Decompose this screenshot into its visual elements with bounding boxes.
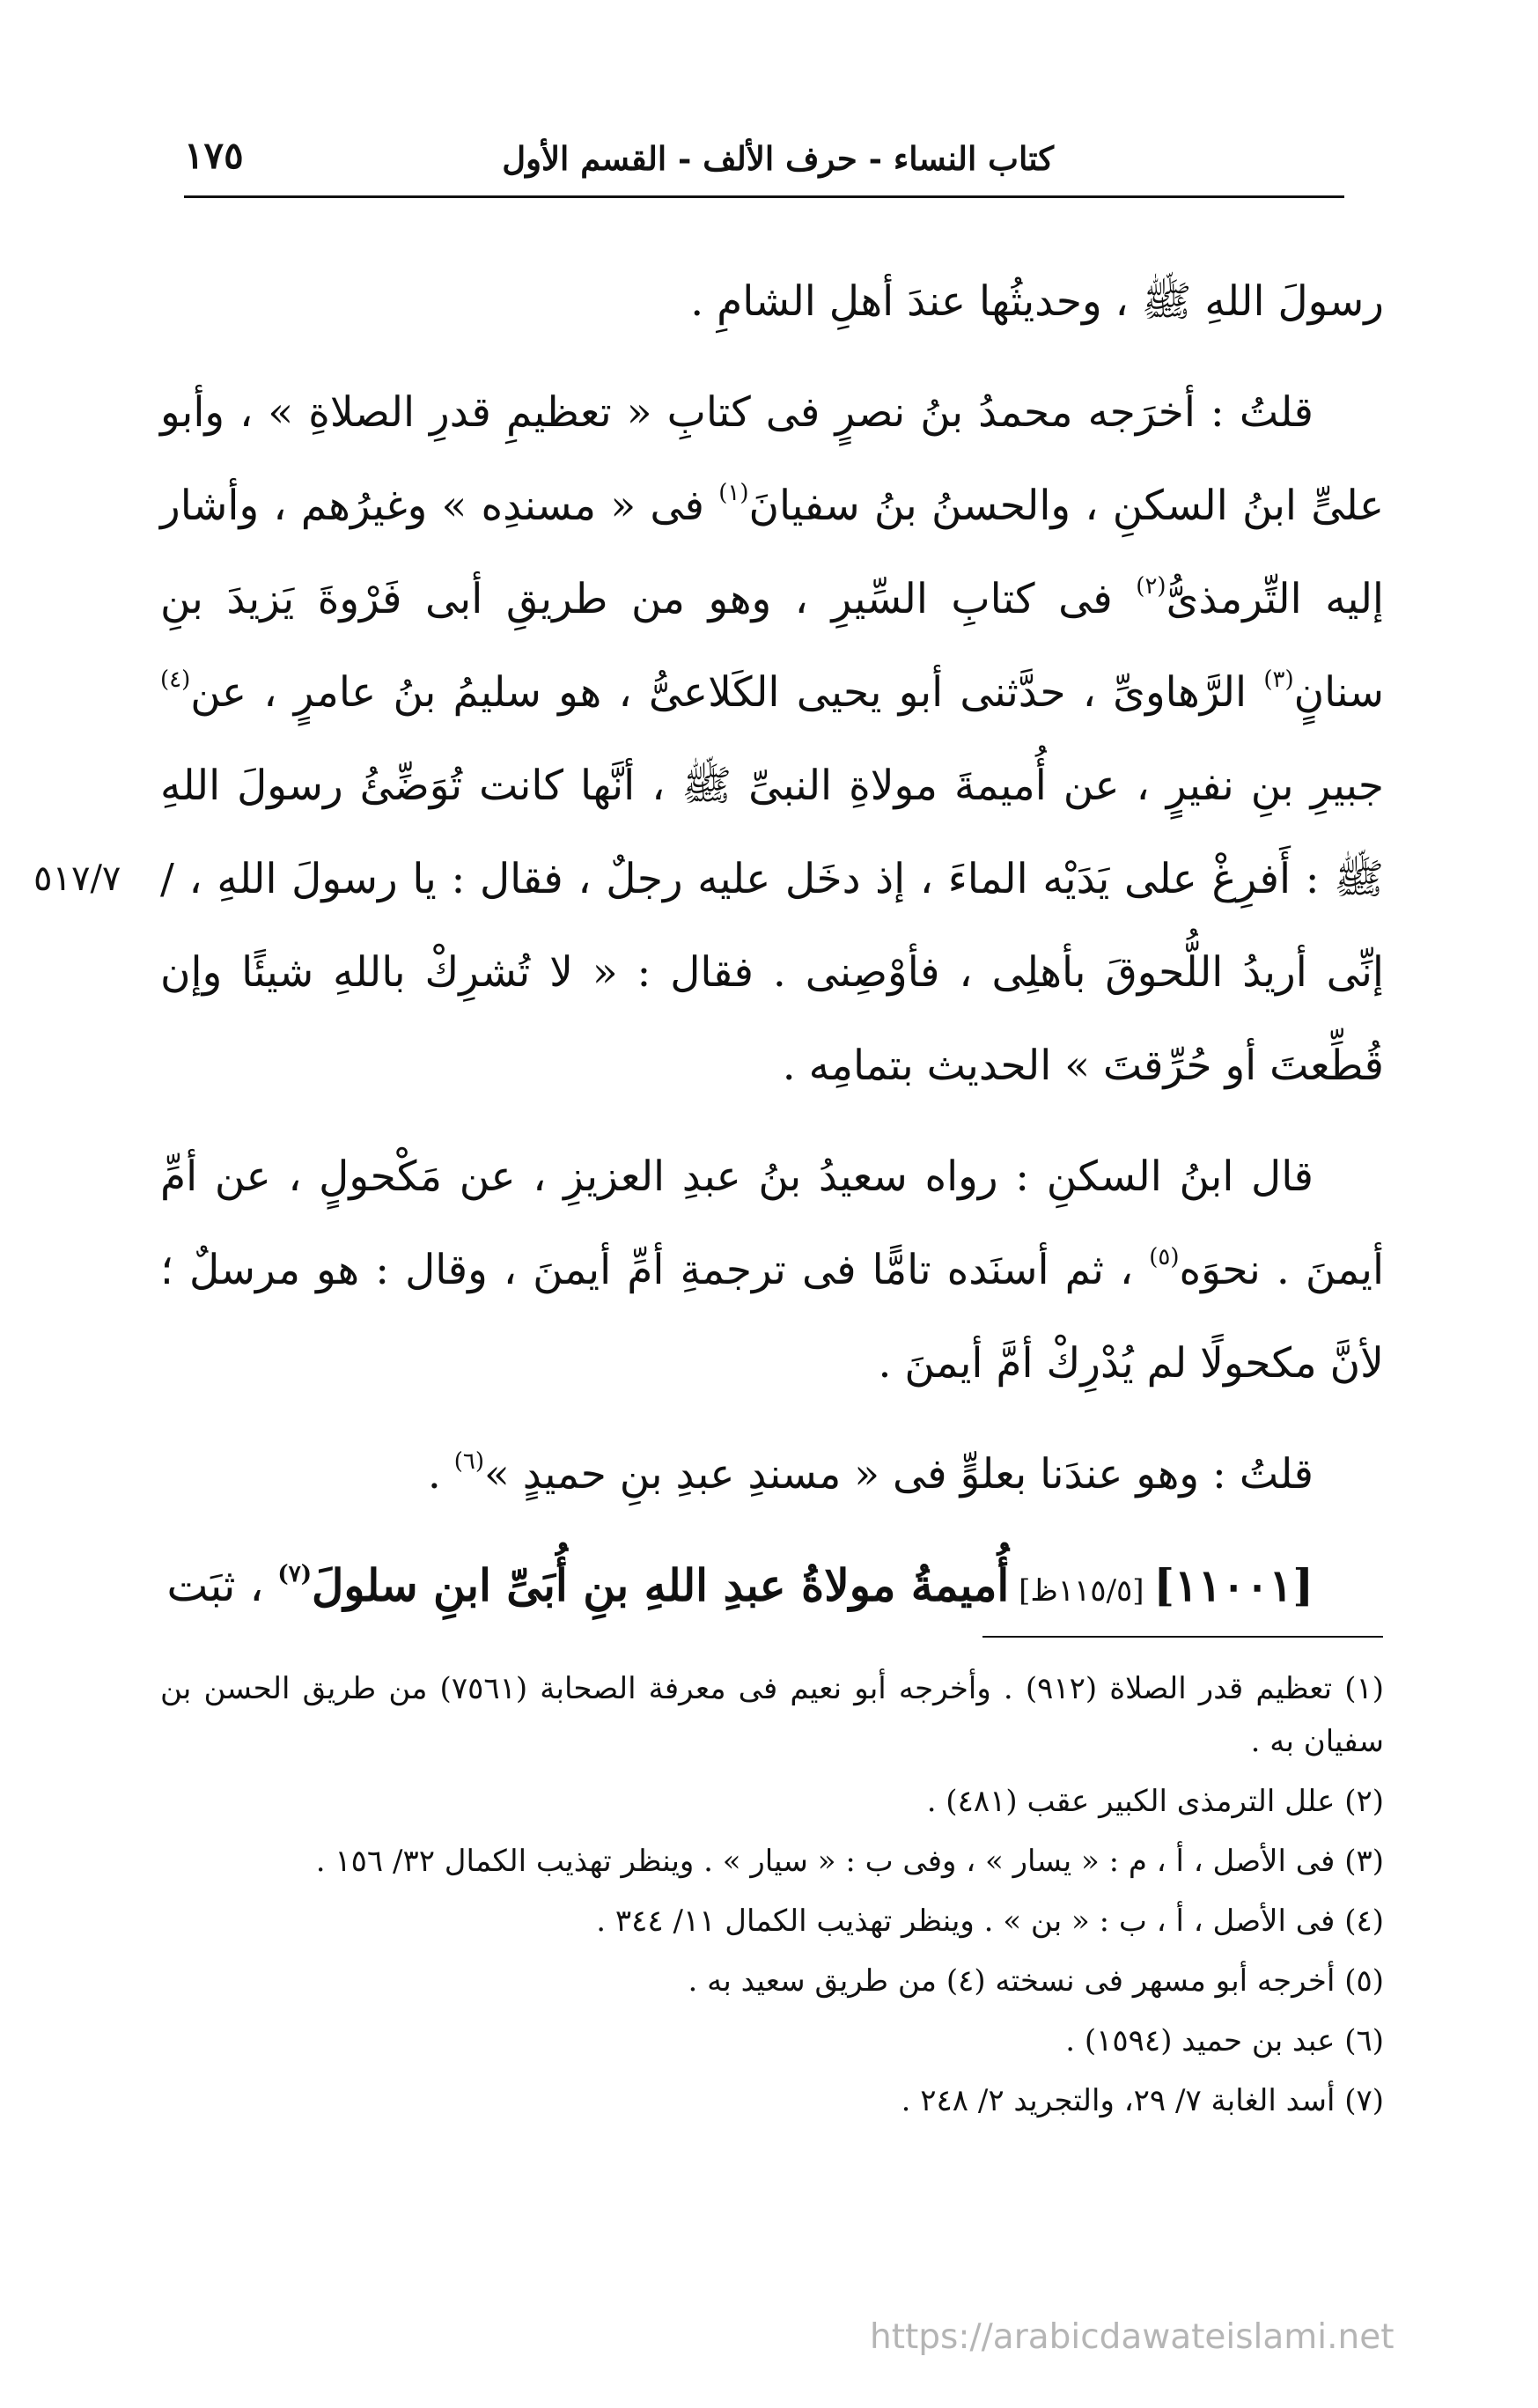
page-number: ١٧٥ [184, 134, 244, 177]
footnote-1: (١) تعظيم قدر الصلاة (٩١٢) . وأخرجه أبو نعيم فى معرفة الصحابة (٧٥٦١) من طريق الحسن بن سفيان به . [160, 1671, 1384, 1759]
footnote-2: (٢) علل الترمذى الكبير عقب (٤٨١) . [926, 1784, 1384, 1819]
paragraph-3-text-b: ، ثم أسنَده تامًّا فى ترجمةِ أمِّ أيمنَ ، وقال : هو مرسلٌ ؛ لأنَّ مكحولًا لم يُدْرِكْ أمَّ أيمنَ . [160, 1246, 1384, 1388]
main-text [160, 255, 1384, 1655]
paragraph-1 [160, 255, 1384, 349]
header-title: كتاب النساء - حرف الألف - القسم الأول [502, 139, 1054, 178]
paragraph-4-text-b: . [427, 1450, 454, 1499]
paragraph-2-text-d: الرَّهاوىِّ ، حدَّثنى أبو يحيى الكَلاعىُّ ، هو سليمُ بنُ عامرٍ ، عن [190, 668, 1264, 717]
footnote-6: (٦) عبد بن حميد (١٥٩٤) . [1065, 2023, 1384, 2058]
paragraph-4 [160, 1428, 1384, 1521]
paragraph-2-text-a: قلتُ : أخرَجه محمدُ بنُ نصرٍ فى كتابِ « تعظيمِ قدرِ الصلاةِ » ، وأبو علىٍّ ابنُ السكنِ ، والحسنُ بنُ سفيانَ [160, 388, 1384, 530]
footnote-marker-3[interactable]: (٣) [1263, 666, 1294, 693]
footnote-3: (٣) فى الأصل ، أ ، م : « يسار » ، وفى ب : « سيار » . وينظر تهذيب الكمال ٣٢/ ١٥٦ . [315, 1844, 1384, 1879]
entry-name: أُميمةُ مولاةُ عبدِ اللهِ بنِ أُبَىِّ ابنِ سلولَ [312, 1559, 1010, 1611]
running-header [184, 132, 1344, 194]
paragraph-4-text-a: قلتُ : وهو عندَنا بعلوٍّ فى « مسندِ عبدِ بنِ حميدٍ » [484, 1450, 1314, 1499]
paragraph-2 [160, 366, 1384, 1113]
paragraph-2-text-b: فى « مسندِه » وغيرُهم ، وأشار إليه التِّرمذىُّ [160, 482, 1384, 623]
footnotes [160, 1662, 1384, 2134]
margin-reference: ٥١٧/٧ [33, 858, 121, 899]
watermark-url: https://arabicdawateislami.net [870, 2317, 1395, 2357]
footnote-marker-1[interactable]: (١) [718, 480, 749, 506]
footnote-marker-4[interactable]: (٤) [160, 666, 191, 693]
footnote-rule [982, 1636, 1383, 1638]
entry-tail: ، ثبَت [166, 1560, 278, 1611]
paragraph-2-text-c: فى كتابِ السِّيرِ ، وهو من طريقِ أبى فَرْوةَ يَزيدَ بنِ سنانٍ [160, 575, 1384, 717]
footnote-marker-6[interactable]: (٦) [453, 1448, 485, 1475]
footnote-7: (٧) أسد الغابة ٧/ ٢٩، والتجريد ٢/ ٢٤٨ . [901, 2083, 1384, 2118]
paragraph-3 [160, 1130, 1384, 1410]
footnote-marker-5[interactable]: (٥) [1149, 1244, 1180, 1270]
footnote-marker-7[interactable]: (٧) [277, 1561, 313, 1587]
footnote-4: (٤) فى الأصل ، أ ، ب : « بن » . وينظر تهذيب الكمال ١١/ ٣٤٤ . [596, 1904, 1384, 1939]
paragraph-3-text-a: قال ابنُ السكنِ : رواه سعيدُ بنُ عبدِ العزيزِ ، عن مَكْحولٍ ، عن أمِّ أيمنَ . نحوَه [160, 1152, 1385, 1294]
entry-heading [160, 1539, 1384, 1638]
footnote-marker-2[interactable]: (٢) [1136, 573, 1166, 600]
paragraph-1-text: رسولَ اللهِ ﷺ ، وحديثُها عندَ أهلِ الشامِ . [690, 277, 1384, 326]
entry-folio: [١١٥/٥ظ] [1009, 1573, 1154, 1609]
footnote-5: (٥) أخرجه أبو مسهر فى نسخته (٤) من طريق سعيد به . [688, 1963, 1384, 1999]
entry-number: [١١٠٠١] [1153, 1559, 1314, 1611]
paragraph-2-text-e: جبيرِ بنِ نفيرٍ ، عن أُميمةَ مولاةِ النبىِّ ﷺ ، أنَّها كانت تُوَضِّئُ رسولَ اللهِ ﷺ : أَفرِغْ على يَدَيْه الماءَ ، إذ دخَل عليه رجلٌ ، فقال : يا رسولَ اللهِ ، / إنِّى أريدُ اللُّحوقَ بأهلِى ، فأوْصِنى . فقال : « لا تُشرِكْ باللهِ شيئًا وإن قُطِّعتَ أو حُرِّقتَ » الحديث بتمامِه . [160, 762, 1384, 1090]
header-rule [184, 195, 1344, 198]
